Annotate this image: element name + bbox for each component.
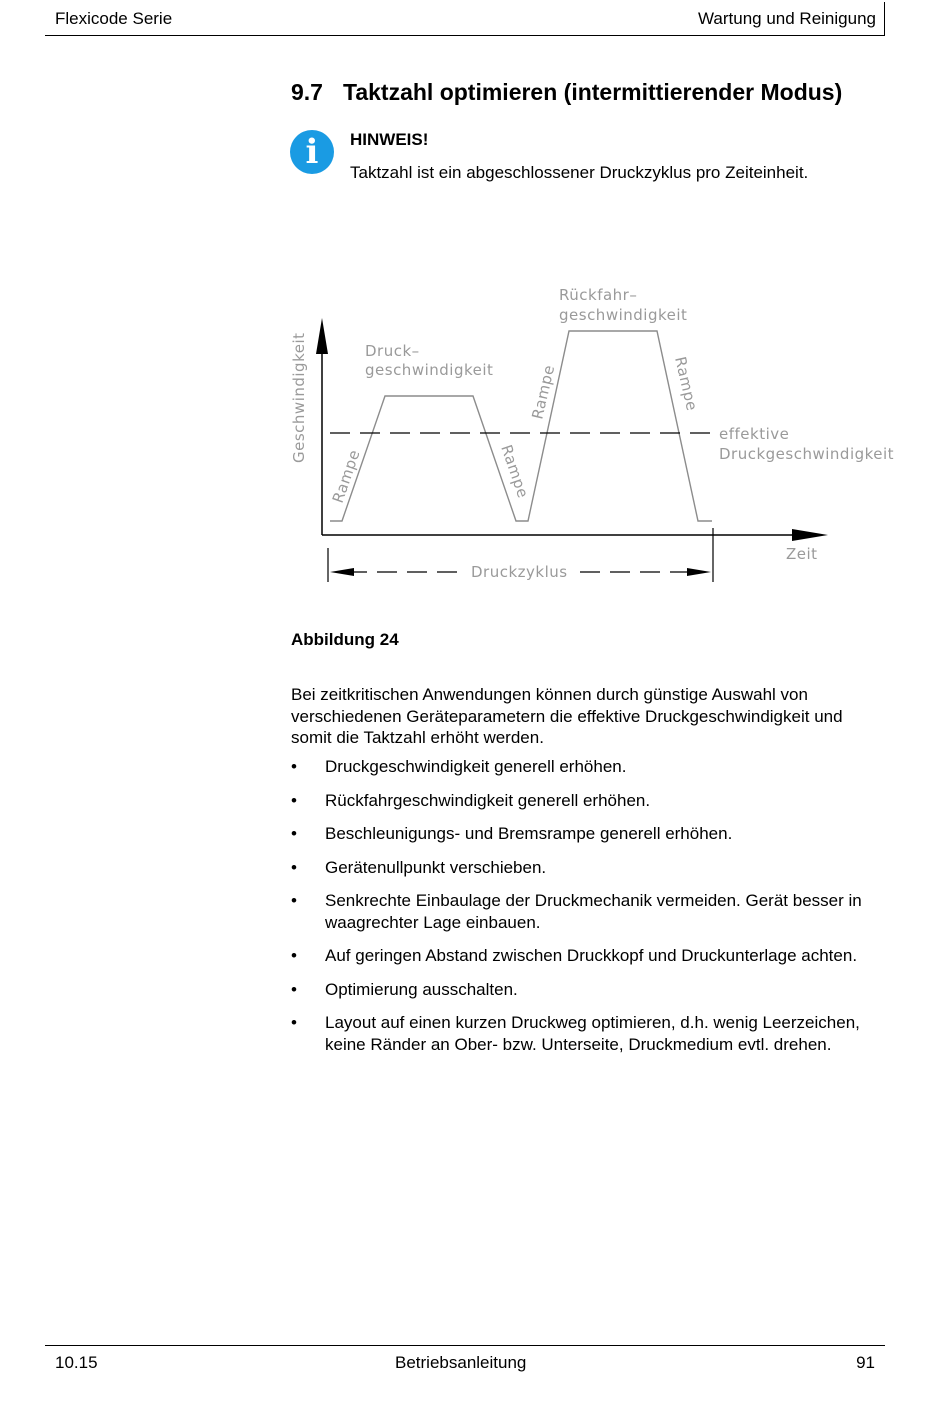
- effective-speed-label-line2: Druckgeschwindigkeit: [719, 445, 895, 463]
- list-item-text: Layout auf einen kurzen Druckweg optimieren, d.h. wenig Leerzeichen, keine Ränder an Ober- bzw. Unterseite, Druckmedium evtl. drehen.: [325, 1013, 860, 1054]
- ramp-label-3: Rampe: [528, 363, 559, 421]
- ramp-label-2: Rampe: [497, 442, 533, 501]
- info-icon-glyph: i: [305, 132, 319, 172]
- list-item: [291, 945, 881, 967]
- cycle-label: Druckzyklus: [471, 563, 568, 581]
- list-item: [291, 823, 881, 845]
- header-chapter-name: Wartung und Reinigung: [698, 9, 876, 28]
- y-axis-label: Geschwindigkeit: [290, 332, 308, 463]
- ramp-label-4: Rampe: [671, 354, 702, 413]
- footer-version: 10.15: [55, 1353, 98, 1372]
- list-item-text: Gerätenullpunkt verschieben.: [325, 857, 547, 877]
- figure-caption: Abbildung 24: [291, 630, 399, 649]
- optimization-tips-list: [291, 756, 881, 1067]
- list-item-text: Rückfahrgeschwindigkeit generell erhöhen.: [325, 790, 651, 810]
- list-item: [291, 756, 881, 778]
- effective-speed-label-line1: effektive: [719, 425, 790, 443]
- y-axis-arrow: [316, 318, 328, 354]
- list-item-text: Beschleunigungs- und Bremsrampe generell erhöhen.: [325, 824, 733, 843]
- speed-profile-diagram: [285, 280, 925, 590]
- header-product-name: Flexicode Serie: [55, 9, 173, 28]
- bullet-icon: •: [291, 946, 297, 965]
- section-number: 9.7: [291, 79, 323, 105]
- list-item: [291, 890, 881, 933]
- bullet-icon: •: [291, 790, 297, 810]
- list-item-text: Auf geringen Abstand zwischen Druckkopf und Druckunterlage achten.: [325, 946, 858, 965]
- cycle-arrow-left: [330, 568, 354, 576]
- info-icon: [290, 130, 334, 174]
- return-speed-label-line1: Rückfahr–: [559, 286, 638, 304]
- list-item-text: Druckgeschwindigkeit generell erhöhen.: [325, 757, 627, 776]
- footer-doc-title: Betriebsanleitung: [395, 1353, 527, 1372]
- bullet-icon: •: [291, 1013, 297, 1032]
- bullet-icon: •: [291, 757, 297, 776]
- footer-divider: [45, 1345, 885, 1346]
- bullet-icon: •: [291, 979, 297, 999]
- section-heading: [291, 79, 842, 106]
- list-item-text: Optimierung ausschalten.: [325, 979, 518, 999]
- header-vertical-divider: [884, 2, 885, 36]
- cycle-arrow-right: [687, 568, 711, 576]
- intro-paragraph: Bei zeitkritischen Anwendungen können durch günstige Auswahl von verschiedenen Geräteparametern die effektive Druckgeschwindigkeit und somit die Taktzahl erhöht werden.: [291, 685, 843, 747]
- list-item: [291, 979, 881, 1001]
- print-speed-label-line2: geschwindigkeit: [365, 361, 494, 379]
- bullet-icon: •: [291, 857, 297, 877]
- x-axis-label: Zeit: [786, 545, 818, 563]
- section-title: Taktzahl optimieren (intermittierender Modus): [343, 79, 843, 105]
- note-text: Taktzahl ist ein abgeschlossener Druckzyklus pro Zeiteinheit.: [350, 163, 809, 182]
- list-item-text: Senkrechte Einbaulage der Druckmechanik vermeiden. Gerät besser in waagrechter Lage einbauen.: [325, 891, 862, 932]
- print-speed-label-line1: Druck–: [365, 342, 420, 360]
- list-item: [291, 1012, 881, 1055]
- bullet-icon: •: [291, 824, 297, 843]
- list-item: [291, 790, 881, 812]
- return-speed-label-line2: geschwindigkeit: [559, 306, 688, 324]
- bullet-icon: •: [291, 891, 297, 910]
- note-heading: HINWEIS!: [350, 130, 429, 149]
- ramp-label-1: Rampe: [328, 447, 364, 506]
- x-axis-arrow: [792, 529, 828, 541]
- list-item: [291, 857, 881, 879]
- page-number: 91: [856, 1353, 875, 1372]
- header-divider: [45, 35, 885, 36]
